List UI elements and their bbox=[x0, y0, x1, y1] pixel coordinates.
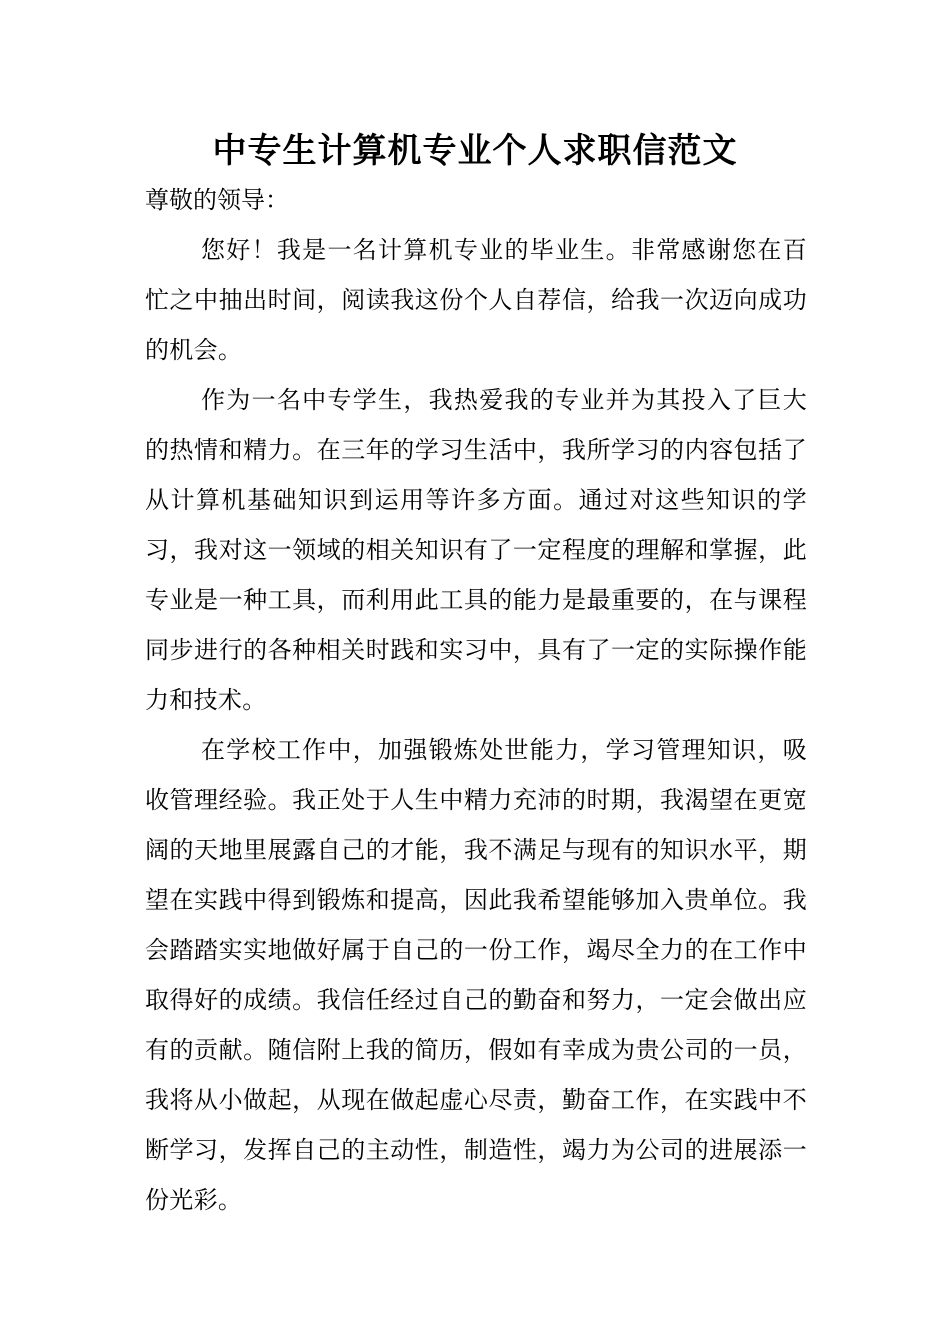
document-body bbox=[145, 175, 807, 1225]
document-title: 中专生计算机专业个人求职信范文 bbox=[212, 131, 738, 171]
paragraph-education: 作为一名中专学生，我热爱我的专业并为其投入了巨大的热情和精力。在三年的学习生活中，我所学习的内容包括了从计算机基础知识到运用等许多方面。通过对这些知识的学习，我对这一领域的相关知识有了一定程度的理解和掌握，此专业是一种工具，而利用此工具的能力是最重要的，在与课程同步进行的各种相关时践和实习中，具有了一定的实际操作能力和技术。 bbox=[145, 386, 807, 714]
paragraph-greeting: 您好！我是一名计算机专业的毕业生。非常感谢您在百忙之中抽出时间，阅读我这份个人自荐信，给我一次迈向成功的机会。 bbox=[145, 236, 807, 364]
paragraph-experience: 在学校工作中，加强锻炼处世能力，学习管理知识，吸收管理经验。我正处于人生中精力充沛的时期，我渴望在更宽阔的天地里展露自己的才能，我不满足与现有的知识水平，期望在实践中得到锻炼和提高，因此我希望能够加入贵单位。我会踏踏实实地做好属于自己的一份工作，竭尽全力的在工作中取得好的成绩。我信任经过自己的勤奋和努力，一定会做出应有的贡献。随信附上我的简历，假如有幸成为贵公司的一员，我将从小做起，从现在做起虚心尽责，勤奋工作，在实践中不断学习，发挥自己的主动性，制造性，竭力为公司的进展添一份光彩。 bbox=[145, 736, 807, 1214]
salutation: 尊敬的领导： bbox=[145, 186, 289, 214]
